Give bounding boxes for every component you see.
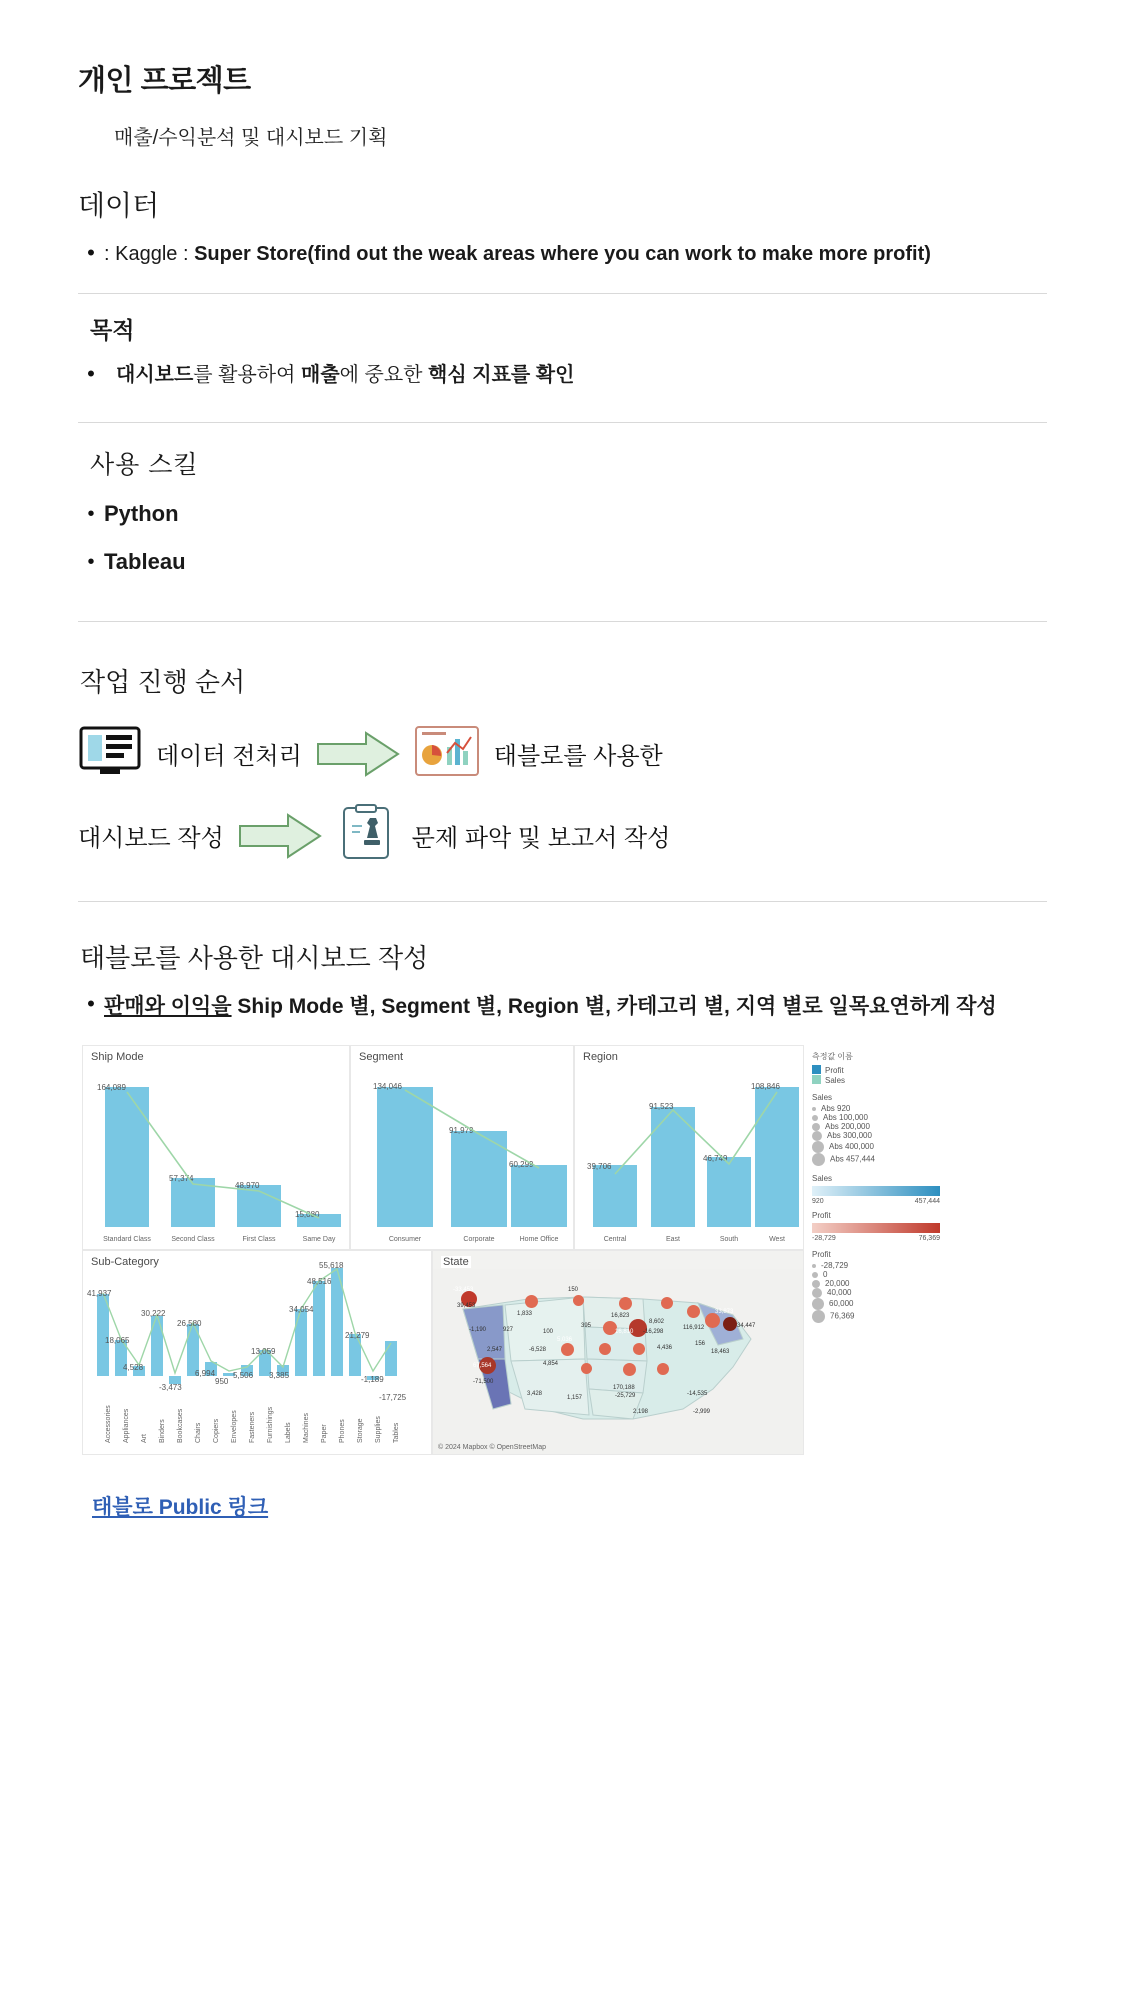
bar-value-label: -3,473 — [159, 1383, 182, 1392]
legend-size-label: Abs 400,000 — [829, 1142, 874, 1152]
axis-label: Home Office — [519, 1236, 559, 1243]
axis-label: Second Class — [171, 1236, 215, 1243]
bar-value-label: 46,749 — [703, 1154, 728, 1163]
state-value: 39,453 — [457, 1303, 476, 1309]
dash-bullet-part-4: 하게 작성 — [909, 995, 997, 1018]
axis-label: Standard Class — [103, 1236, 151, 1243]
bar-value-label: 134,046 — [373, 1082, 402, 1091]
divider-4 — [78, 901, 1047, 902]
state-bubble — [633, 1343, 645, 1355]
chart-panel-sub-category — [82, 1250, 432, 1455]
skill-label: Tableau — [104, 549, 186, 574]
purpose-part-1: 대시보드 — [116, 364, 194, 386]
legend-size-item — [812, 1270, 1044, 1279]
bar-value-label: 39,706 — [587, 1162, 612, 1171]
state-value: -14,535 — [687, 1391, 708, 1397]
axis-label: Tables — [393, 1422, 400, 1443]
state-value: 927 — [503, 1327, 514, 1333]
axis-label: Copiers — [213, 1418, 220, 1443]
purpose-part-4: 에 중요한 — [339, 364, 429, 386]
divider-3 — [78, 621, 1047, 622]
flow-step-1-label: 데이터 전처리 — [156, 743, 302, 770]
scale-max: 457,444 — [914, 1198, 940, 1205]
axis-label: Storage — [357, 1418, 364, 1443]
size-dot-icon — [812, 1141, 824, 1153]
legend-size-item — [812, 1261, 1044, 1270]
legend-size-label: Abs 200,000 — [825, 1122, 870, 1131]
state-value: 4,854 — [543, 1361, 559, 1367]
legend-size-label: 60,000 — [829, 1299, 854, 1309]
size-dot-icon — [812, 1131, 822, 1141]
legend-profit-scale-title: Profit — [812, 1211, 831, 1220]
skill-label: Python — [104, 501, 179, 526]
bar-value-label: 34,054 — [289, 1305, 314, 1314]
state-bubble — [599, 1343, 611, 1355]
skill-item-tableau — [78, 547, 1047, 577]
flow-diagram — [78, 725, 1047, 867]
legend-size-label: 20,000 — [825, 1279, 850, 1288]
size-dot-icon — [812, 1272, 818, 1278]
state-bubble — [661, 1297, 673, 1309]
legend-size-label: 76,369 — [830, 1311, 855, 1321]
axis-label: Art — [141, 1434, 148, 1443]
flow-step-4-label: 문제 파악 및 보고서 작성 — [411, 825, 671, 852]
dashboard-bullet — [78, 989, 1047, 1025]
axis-label: Appliances — [123, 1408, 130, 1443]
state-value: 170,188 — [613, 1385, 635, 1391]
chart-panel-region — [574, 1045, 804, 1250]
axis-label: Paper — [321, 1424, 328, 1443]
state-value: 1,157 — [567, 1395, 583, 1401]
state-bubble — [657, 1363, 669, 1375]
chart-panel-segment — [350, 1045, 574, 1250]
state-value: 150 — [568, 1287, 579, 1293]
axis-label: Supplies — [375, 1416, 382, 1443]
axis-label: Corporate — [463, 1236, 495, 1243]
state-value: 18,463 — [711, 1349, 730, 1355]
monitor-icon — [78, 725, 142, 782]
state-value: 100 — [543, 1329, 554, 1335]
state-value: -71,500 — [473, 1379, 494, 1385]
axis-label: Envelopes — [231, 1410, 238, 1443]
sales-gradient-bar — [812, 1186, 940, 1196]
bar-value-label: 13,059 — [251, 1347, 276, 1356]
skill-item-python — [78, 499, 1047, 529]
bar-value-label: 6,994 — [195, 1369, 216, 1378]
state-value: 1,833 — [517, 1311, 533, 1317]
flow-step-2-label: 태블로를 사용한 — [493, 743, 663, 770]
bar-value-label: 48,970 — [235, 1181, 260, 1190]
axis-label: Fasteners — [249, 1411, 256, 1443]
state-value: 395 — [581, 1323, 592, 1329]
chart-report-icon — [414, 725, 480, 782]
bullet-dot-icon: • — [87, 551, 95, 573]
bar-value-label: 164,089 — [97, 1083, 126, 1092]
legend-swatch-icon — [812, 1075, 821, 1084]
legend-size-item — [812, 1153, 1044, 1166]
arrow-right-icon — [316, 730, 400, 778]
trend-line — [83, 1046, 351, 1251]
axis-label: Binders — [159, 1419, 166, 1443]
legend-size-label: Abs 300,000 — [827, 1131, 872, 1141]
bullet-dot-icon: • — [87, 361, 95, 386]
bar-value-label: 30,222 — [141, 1309, 166, 1318]
page-title: 개인 프로젝트 — [78, 65, 251, 97]
axis-label: Chairs — [195, 1422, 202, 1443]
state-value: 33,873 — [715, 1309, 734, 1315]
scale-min: 920 — [812, 1198, 824, 1205]
bar-value-label: 15,080 — [295, 1210, 320, 1219]
legend-size-label: 40,000 — [827, 1288, 852, 1298]
bar-value-label: -1,189 — [361, 1375, 384, 1384]
purpose-part-3: 매출 — [301, 364, 340, 386]
axis-label: South — [719, 1236, 739, 1243]
legend-size-item — [812, 1131, 1044, 1141]
chart-title-state: State — [443, 1256, 469, 1268]
state-bubble — [561, 1343, 574, 1356]
state-bubble — [525, 1295, 538, 1308]
size-dot-icon — [812, 1264, 816, 1268]
data-bullet — [78, 238, 1047, 271]
state-bubble — [573, 1295, 584, 1306]
document-chess-icon — [336, 804, 398, 867]
tableau-public-link[interactable]: 태블로 Public 링크 — [92, 1496, 269, 1519]
legend-label: Profit — [825, 1066, 844, 1075]
flow-step-3-label: 대시보드 작성 — [78, 825, 224, 852]
page-subtitle: 매출/수익분석 및 대시보드 기획 — [114, 127, 388, 149]
legend-size-item — [812, 1298, 1044, 1310]
axis-label: Central — [603, 1236, 627, 1243]
scale-max: 76,369 — [918, 1235, 940, 1242]
purpose-bullet — [78, 359, 1047, 392]
section-flow-heading: 작업 진행 순서 — [80, 667, 246, 697]
axis-label: Machines — [303, 1413, 310, 1443]
state-value: -25,729 — [615, 1393, 636, 1399]
section-skill-heading: 사용 스킬 — [90, 451, 199, 479]
purpose-part-5: 핵심 지표를 확인 — [428, 364, 575, 386]
bullet-dot-icon: • — [87, 240, 95, 265]
size-dot-icon — [812, 1298, 824, 1310]
state-bubble — [723, 1317, 737, 1331]
chart-title-region: Region — [583, 1051, 618, 1063]
dash-bullet-part-2: Ship Mode 별, Segment 별, Region 별, 카테고리 별, 지역 별로 — [231, 995, 829, 1018]
size-dot-icon — [812, 1107, 816, 1111]
bar-value-label: 950 — [215, 1377, 229, 1386]
legend-profit-size-title: Profit — [812, 1250, 831, 1259]
divider-1 — [78, 293, 1047, 294]
legend-size-item — [812, 1113, 1044, 1122]
axis-label: Accessories — [105, 1405, 112, 1443]
state-value: 2,547 — [487, 1347, 503, 1353]
size-dot-icon — [812, 1123, 820, 1131]
bar-value-label: -17,725 — [379, 1393, 407, 1402]
section-data-heading: 데이터 — [78, 190, 160, 221]
flow-line-2 — [78, 804, 1047, 867]
size-dot-icon — [812, 1280, 820, 1288]
bar-value-label: 55,618 — [319, 1261, 344, 1270]
bar-value-label: 57,374 — [169, 1174, 194, 1183]
bar-value-label: 4,528 — [123, 1363, 144, 1372]
legend-size-item — [812, 1288, 1044, 1298]
state-value: -1,190 — [469, 1327, 487, 1333]
bar-value-label: 3,385 — [269, 1371, 290, 1380]
legend-swatch-icon — [812, 1065, 821, 1074]
axis-label: First Class — [242, 1236, 276, 1243]
legend-size-item — [812, 1104, 1044, 1113]
bar-value-label: 48,516 — [307, 1277, 332, 1286]
axis-label: Furnishings — [267, 1406, 274, 1443]
axis-label: West — [769, 1236, 785, 1243]
flow-line-1 — [78, 725, 1047, 782]
legend-panel — [804, 1045, 1044, 1455]
bullet-dot-icon: • — [87, 991, 95, 1016]
state-bubble — [687, 1305, 700, 1318]
legend-label: Sales — [825, 1076, 846, 1085]
dash-bullet-part-3: 일목요연 — [828, 995, 910, 1018]
legend-size-item — [812, 1141, 1044, 1153]
legend-item-profit — [812, 1065, 1044, 1075]
bar-value-label: 91,523 — [649, 1102, 674, 1111]
map-attribution: © 2024 Mapbox © OpenStreetMap — [438, 1444, 546, 1451]
legend-sales-scale-title: Sales — [812, 1174, 833, 1183]
bar-value-label: 108,846 — [751, 1082, 780, 1091]
state-bubble — [581, 1363, 592, 1374]
legend-title: 측정값 이름 — [812, 1052, 853, 1061]
state-bubble — [619, 1297, 632, 1310]
section-purpose-heading: 목적 — [90, 317, 135, 343]
legend-size-label: Abs 100,000 — [823, 1113, 868, 1122]
legend-item-sales — [812, 1075, 1044, 1085]
trend-line — [351, 1046, 575, 1251]
chart-title-sub-category: Sub-Category — [91, 1256, 159, 1268]
data-bullet-bold: Super Store(find out the weak areas where you can work to make more profit) — [194, 243, 931, 265]
legend-size-item — [812, 1310, 1044, 1323]
state-value: 67,564 — [473, 1363, 492, 1369]
size-dot-icon — [812, 1153, 825, 1166]
axis-label: Phones — [339, 1419, 346, 1443]
state-bubble — [705, 1313, 720, 1328]
data-bullet-prefix: : Kaggle : — [104, 243, 195, 265]
size-dot-icon — [812, 1288, 822, 1298]
state-value: 5,036 — [557, 1337, 573, 1343]
legend-size-label: Abs 457,444 — [830, 1154, 875, 1164]
legend-size-label: Abs 920 — [821, 1104, 851, 1113]
bar-value-label: 26,580 — [177, 1319, 202, 1328]
axis-label: East — [665, 1236, 680, 1243]
legend-size-label: 0 — [823, 1270, 828, 1279]
axis-label: Same Day — [302, 1236, 336, 1243]
size-dot-icon — [812, 1115, 818, 1121]
state-bubble — [623, 1363, 636, 1376]
state-value: 3,428 — [527, 1391, 543, 1397]
chart-panel-ship-mode — [82, 1045, 350, 1250]
bar-value-label: 5,506 — [233, 1371, 254, 1380]
bar-value-label: 21,279 — [345, 1331, 370, 1340]
state-value: 8,602 — [649, 1319, 665, 1325]
profit-gradient-labels — [812, 1235, 940, 1242]
state-value: 4,436 — [657, 1345, 673, 1351]
legend-size-item — [812, 1122, 1044, 1131]
bar-value-label: 41,937 — [87, 1289, 112, 1298]
axis-label: Consumer — [388, 1236, 422, 1243]
state-value: -33,453 — [453, 1287, 474, 1293]
chart-panel-state-map — [432, 1250, 804, 1455]
bar-value-label: 60,299 — [509, 1160, 534, 1169]
chart-title-ship-mode: Ship Mode — [91, 1051, 144, 1063]
trend-line — [575, 1046, 805, 1251]
legend-sales-size-title: Sales — [812, 1093, 833, 1102]
size-dot-icon — [812, 1310, 825, 1323]
bar-value-label: 18,065 — [105, 1336, 130, 1345]
arrow-right-icon — [238, 812, 322, 860]
bullet-dot-icon: • — [87, 503, 95, 525]
state-value: 34,447 — [737, 1323, 756, 1329]
divider-2 — [78, 422, 1047, 423]
legend-size-label: -28,729 — [821, 1261, 849, 1270]
sales-gradient-labels — [812, 1198, 940, 1205]
dash-bullet-part-1: 판매와 이익을 — [104, 995, 232, 1018]
purpose-part-2: 를 활용하여 — [193, 364, 301, 386]
state-value: -16,298 — [643, 1329, 664, 1335]
legend-size-item — [812, 1279, 1044, 1288]
state-value: -2,999 — [693, 1409, 711, 1415]
state-value: 16,823 — [611, 1313, 630, 1319]
state-value: 116,912 — [683, 1325, 705, 1331]
state-value: -6,528 — [529, 1347, 547, 1353]
tableau-dashboard-image — [82, 1045, 1044, 1455]
profit-gradient-bar — [812, 1223, 940, 1233]
state-value: 156 — [695, 1341, 706, 1347]
chart-title-segment: Segment — [359, 1051, 404, 1063]
section-dashboard-heading: 태블로를 사용한 대시보드 작성 — [80, 943, 429, 973]
state-value: 2,198 — [633, 1409, 649, 1415]
bar-value-label: 91,979 — [449, 1126, 474, 1135]
state-value: 16,810 — [615, 1329, 634, 1335]
axis-label: Bookcases — [177, 1408, 184, 1443]
scale-min: -28,729 — [812, 1235, 836, 1242]
axis-label: Labels — [285, 1422, 292, 1443]
